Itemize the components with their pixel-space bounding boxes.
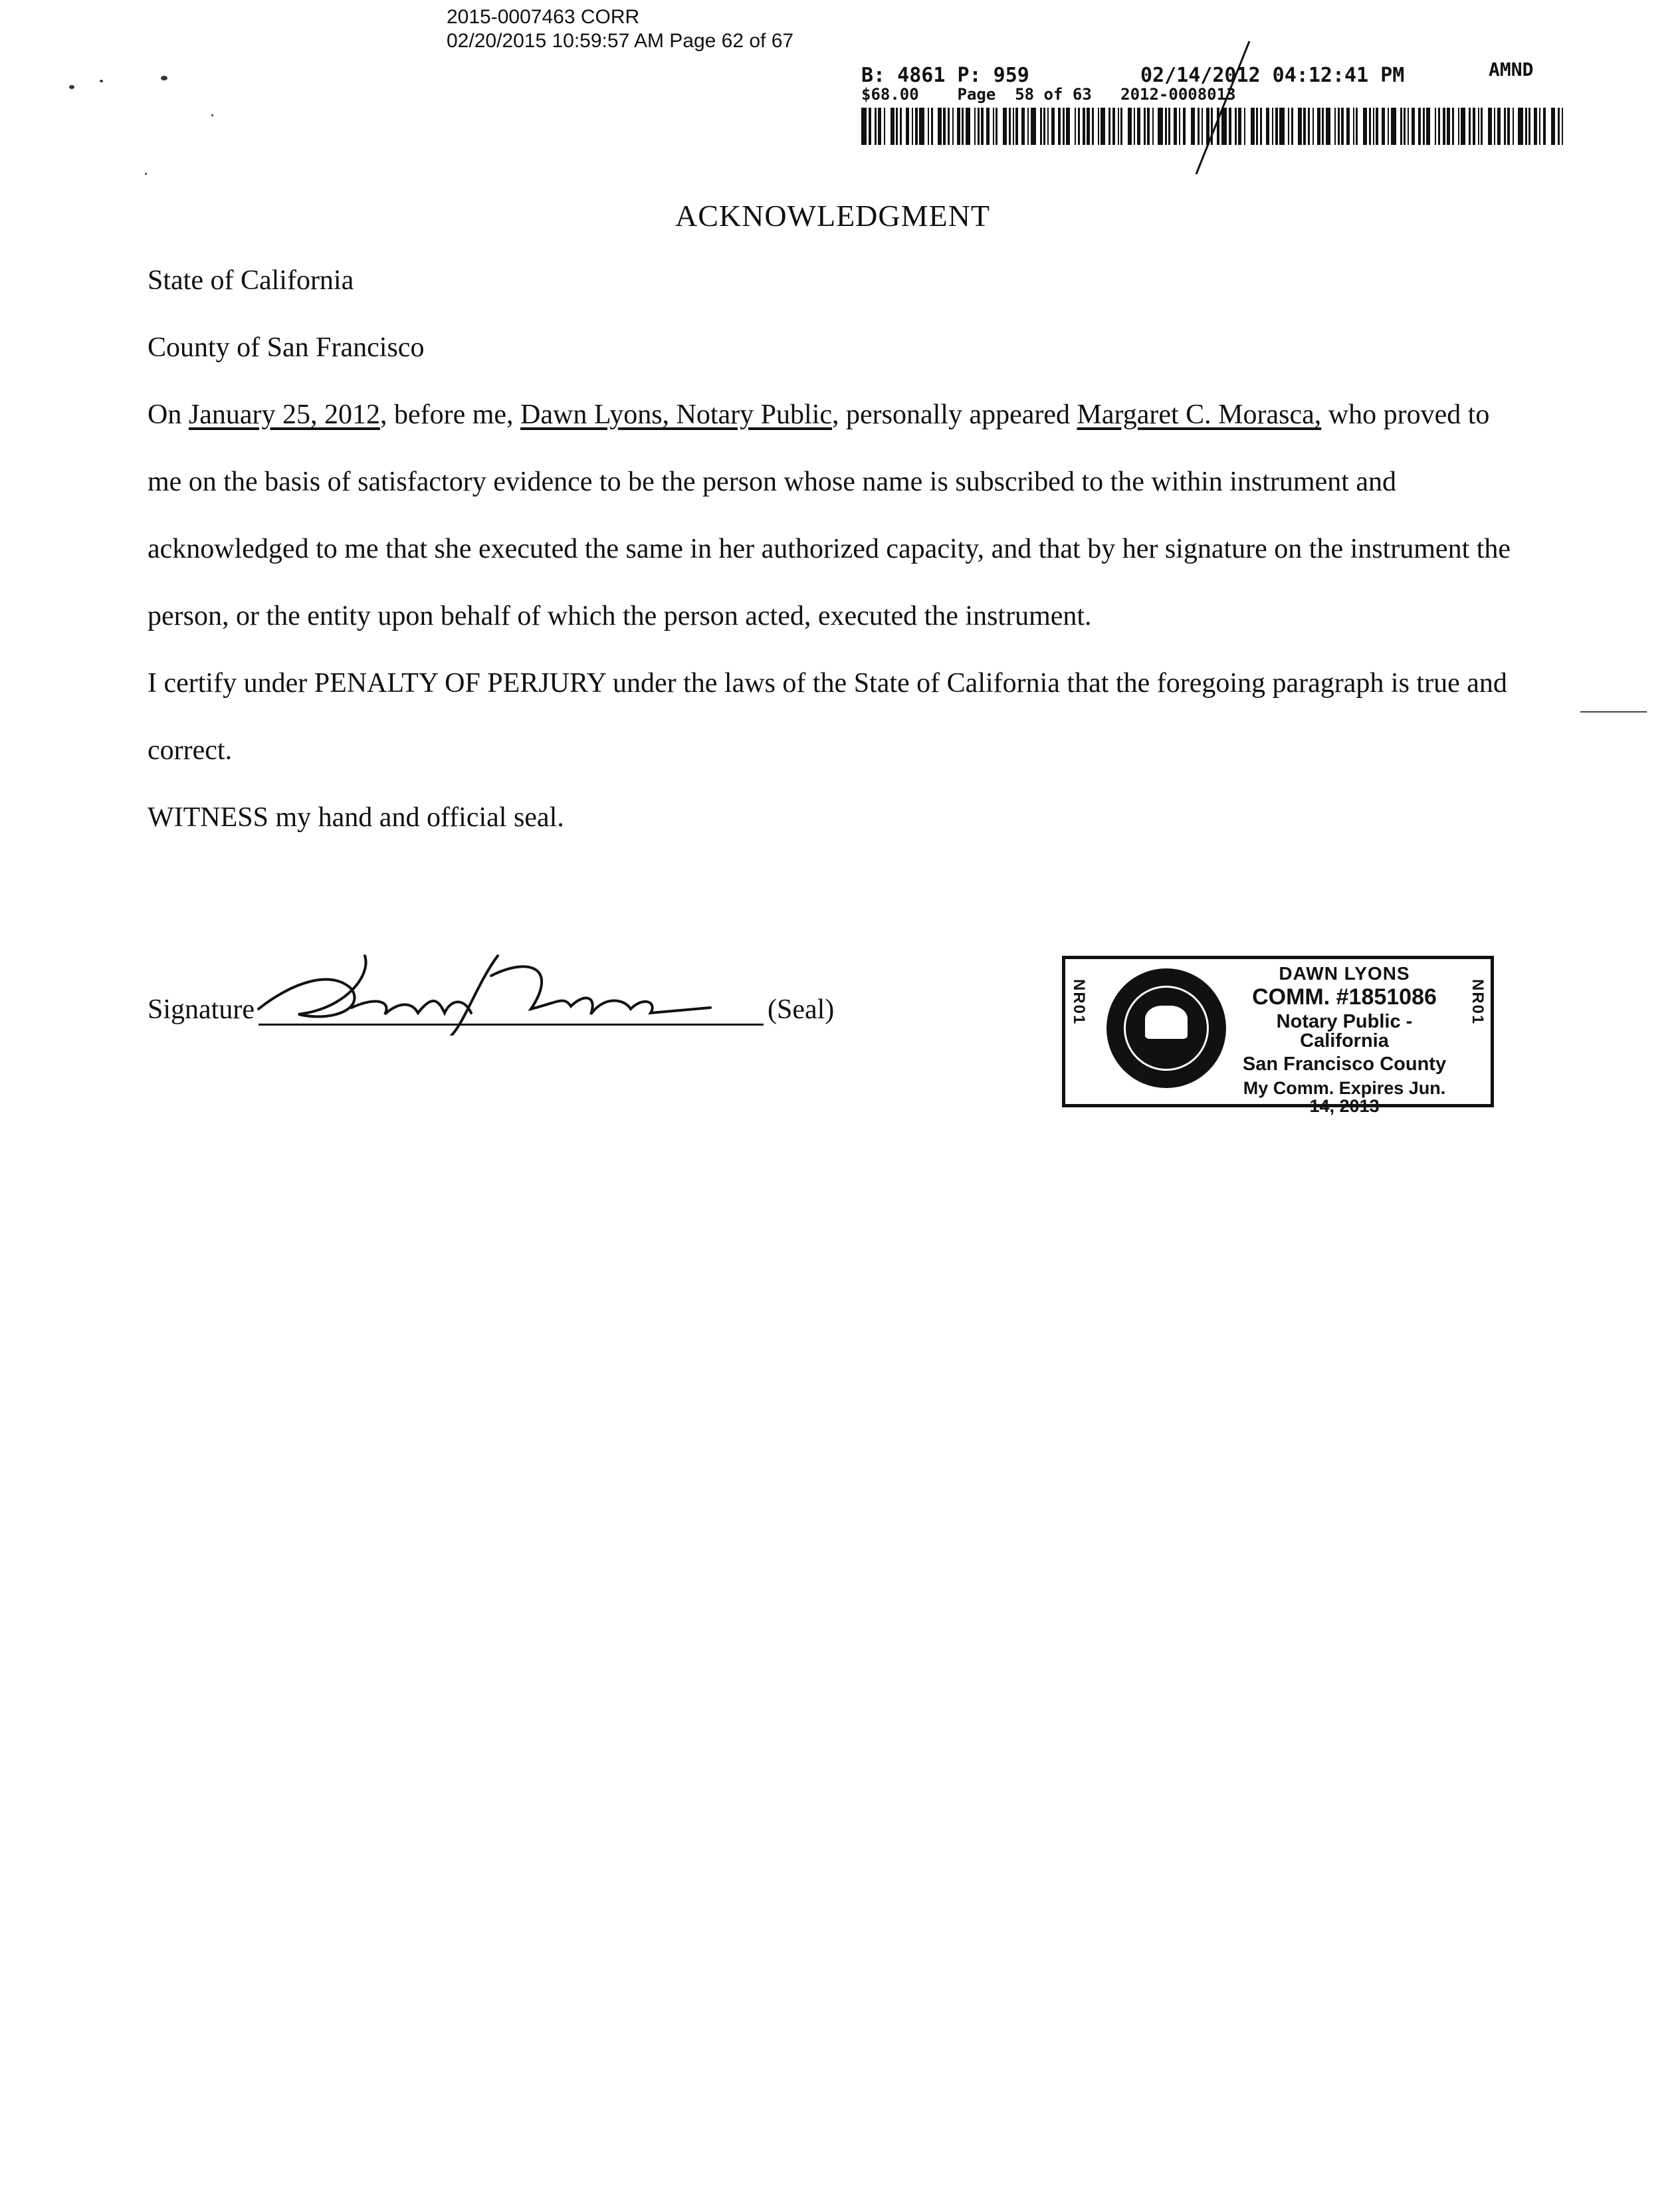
barcode-bar <box>1562 108 1563 145</box>
barcode-bar <box>878 108 881 145</box>
barcode-bar <box>1083 108 1085 145</box>
barcode-bar <box>1118 108 1119 145</box>
barcode-bar <box>1003 108 1007 145</box>
barcode-bar <box>1558 108 1560 145</box>
barcode-bar <box>1078 108 1080 145</box>
filing-page-line: 02/20/2015 10:59:57 AM Page 62 of 67 <box>447 30 794 52</box>
before-me-text: , before me, <box>379 399 521 430</box>
barcode-bar <box>986 108 990 145</box>
barcode-bar <box>1043 108 1045 145</box>
barcode-bar <box>1469 108 1471 145</box>
barcode-bar <box>1144 108 1146 145</box>
barcode-bar <box>1418 108 1421 145</box>
personally-appeared-text: , personally appeared <box>832 399 1077 430</box>
barcode-bar <box>1353 108 1354 145</box>
barcode-bar <box>1326 108 1330 145</box>
barcode-bar <box>1356 108 1358 145</box>
barcode-bar <box>1452 108 1454 145</box>
barcode-bar <box>1528 108 1530 145</box>
barcode-bar <box>1539 108 1540 145</box>
barcode-bar <box>1066 108 1070 145</box>
barcode-bar <box>1322 108 1324 145</box>
barcode-bar <box>1075 108 1076 145</box>
seal-side-code-left: NR01 <box>1070 979 1088 1026</box>
barcode-bar <box>1373 108 1374 145</box>
seal-county: San Francisco County <box>1242 1053 1447 1075</box>
barcode-bar <box>996 108 998 145</box>
notary-seal <box>1062 956 1494 1116</box>
barcode-bar <box>938 108 942 145</box>
barcode-bar <box>1275 108 1278 145</box>
filing-doc-number: 2015-0007463 CORR <box>447 6 640 28</box>
filing-header <box>447 5 793 53</box>
barcode-bar <box>1473 108 1475 145</box>
barcode-bar <box>1168 108 1170 145</box>
acknowledgment-body-text: who proved to me on the basis of satisfactory evidence to be the person whose name is subscribed to the within instrument and acknowledged to me that she executed the same in her authorized capacity, and that by her signature on the instrument the person, or the entity upon behalf of which the person acted, executed the instrument. <box>148 399 1511 631</box>
recording-doc-type: AMND <box>1489 58 1534 80</box>
barcode-bar <box>1058 108 1061 145</box>
barcode-bar <box>1174 108 1177 145</box>
document-body <box>148 247 1530 851</box>
barcode-bar <box>1291 108 1293 145</box>
scan-speck <box>69 85 74 89</box>
notary-name-title: Dawn Lyons, Notary Public <box>520 399 832 430</box>
barcode-bar <box>1438 108 1440 145</box>
barcode-bar <box>1391 108 1396 145</box>
barcode-bar <box>1308 108 1310 145</box>
scan-speck <box>211 114 213 116</box>
barcode-bar <box>1165 108 1167 145</box>
barcode-bar <box>1478 108 1479 145</box>
barcode-bar <box>1341 108 1344 145</box>
barcode-bar <box>1461 108 1465 145</box>
scan-speck <box>161 76 167 80</box>
seal-text <box>1231 964 1457 1115</box>
barcode-bar <box>896 108 898 145</box>
handwritten-slash-mark <box>1183 35 1263 181</box>
county-line: County of San Francisco <box>148 332 425 363</box>
barcode-bar <box>1525 108 1527 145</box>
barcode-bar <box>1040 108 1042 145</box>
barcode-bar <box>1063 108 1065 145</box>
seal-label: (Seal) <box>767 994 835 1025</box>
barcode-bar <box>1179 108 1180 145</box>
barcode-bar <box>1009 108 1011 145</box>
barcode-bar <box>966 108 970 145</box>
seal-notary-name: DAWN LYONS <box>1279 963 1410 984</box>
barcode-bar <box>1120 108 1122 145</box>
barcode-bar <box>1098 108 1099 145</box>
barcode-bar <box>919 108 924 145</box>
barcode-bar <box>1051 108 1055 145</box>
barcode-bar <box>1317 108 1320 145</box>
signature-line <box>259 957 764 1026</box>
perjury-statement: I certify under PENALTY OF PERJURY under the laws of the State of California that the foregoing paragraph is true and correct. <box>148 668 1507 766</box>
barcode-bar <box>1092 108 1094 145</box>
barcode-bar <box>1504 108 1506 145</box>
acknowledgment-paragraph <box>148 382 1530 650</box>
barcode-bar <box>1112 108 1115 145</box>
barcode-bar <box>943 108 946 145</box>
barcode-bar <box>1134 108 1135 145</box>
barcode-bar <box>1312 108 1314 145</box>
barcode-bar <box>1507 108 1510 145</box>
barcode-bar <box>1334 108 1336 145</box>
barcode-bar <box>1027 108 1029 145</box>
barcode-bar <box>1551 108 1555 145</box>
recording-datetime: 02/14/2012 04:12:41 PM <box>1140 64 1405 87</box>
on-prefix: On <box>148 399 189 430</box>
barcode-bar <box>1518 108 1523 145</box>
barcode-bar <box>1137 108 1140 145</box>
barcode-bar <box>1272 108 1273 145</box>
barcode-bar <box>1013 108 1014 145</box>
barcode-bar <box>1543 108 1546 145</box>
barcode-bar <box>1087 108 1090 145</box>
scan-speck <box>145 173 147 175</box>
barcode-bar <box>1494 108 1495 145</box>
barcode-bar <box>1021 108 1025 145</box>
barcode-bar <box>1288 108 1289 145</box>
barcode-bar <box>978 108 980 145</box>
barcode-bar <box>1101 108 1105 145</box>
seal-side-code-right: NR01 <box>1469 979 1487 1026</box>
barcode-bar <box>1152 108 1154 145</box>
recording-book-page: B: 4861 P: 959 <box>861 64 1029 87</box>
barcode-bar <box>1363 108 1367 145</box>
barcode-bar <box>900 108 902 145</box>
barcode-bar <box>1369 108 1371 145</box>
barcode-bar <box>1047 108 1049 145</box>
barcode-bar <box>1376 108 1378 145</box>
barcode-bar <box>1015 108 1018 145</box>
witness-line: WITNESS my hand and official seal. <box>148 802 564 833</box>
barcode-bar <box>1481 108 1483 145</box>
barcode-bar <box>869 108 871 145</box>
barcode-bar <box>1346 108 1350 145</box>
barcode-bar <box>974 108 976 145</box>
barcode-bar <box>1158 108 1163 145</box>
barcode-bar <box>928 108 929 145</box>
barcode-bar <box>1400 108 1402 145</box>
barcode-bar <box>1404 108 1406 145</box>
acknowledgment-date: January 25, 2012 <box>188 399 380 430</box>
recording-fee-page: $68.00 Page 58 of 63 2012-0008013 <box>861 85 1236 104</box>
barcode-bar <box>1458 108 1459 145</box>
seal-title: Notary Public - California <box>1276 1011 1413 1051</box>
state-seal-emblem <box>1106 968 1226 1088</box>
seal-expiration: My Comm. Expires Jun. 14, 2013 <box>1243 1078 1446 1116</box>
barcode-bar <box>1031 108 1036 145</box>
barcode-bar <box>957 108 960 145</box>
barcode-bar <box>1338 108 1340 145</box>
barcode-bar <box>1382 108 1385 145</box>
barcode-bar <box>1279 108 1285 145</box>
seal-commission: COMM. #1851086 <box>1252 984 1437 1010</box>
barcode-bar <box>1497 108 1501 145</box>
scan-line-mark <box>1580 711 1647 713</box>
scan-speck <box>100 80 103 82</box>
barcode-bar <box>952 108 954 145</box>
barcode-bar <box>1412 108 1415 145</box>
barcode-bar <box>931 108 933 145</box>
barcode-bar <box>1298 108 1302 145</box>
barcode-bar <box>912 108 913 145</box>
barcode-bar <box>1447 108 1450 145</box>
barcode-bar <box>1303 108 1306 145</box>
barcode-bar <box>1147 108 1150 145</box>
barcode-bar <box>981 108 984 145</box>
barcode-bar <box>906 108 909 145</box>
barcode-bar <box>1423 108 1425 145</box>
state-line: State of California <box>148 265 354 296</box>
barcode-bar <box>1266 108 1269 145</box>
barcode-bar <box>915 108 918 145</box>
barcode-bar <box>1108 108 1110 145</box>
barcode-bar <box>1408 108 1409 145</box>
signature-row <box>148 957 834 1026</box>
barcode-bar <box>962 108 964 145</box>
document-title: ACKNOWLEDGMENT <box>675 199 990 233</box>
signature-label: Signature <box>148 994 255 1025</box>
barcode-bar <box>875 108 877 145</box>
barcode-bar <box>1513 108 1514 145</box>
barcode-bar <box>884 108 885 145</box>
barcode-bar <box>1435 108 1436 145</box>
handwritten-signature <box>252 929 730 1036</box>
barcode-bar <box>891 108 894 145</box>
barcode-bar <box>1128 108 1132 145</box>
barcode-bar <box>1388 108 1389 145</box>
barcode-bar <box>993 108 994 145</box>
barcode-bar <box>861 108 867 145</box>
barcode-bar <box>1488 108 1492 145</box>
signer-name: Margaret C. Morasca, <box>1077 399 1322 430</box>
barcode-bar <box>1426 108 1430 145</box>
barcode-bar <box>948 108 950 145</box>
barcode-bar <box>1534 108 1537 145</box>
barcode-bar <box>1443 108 1445 145</box>
